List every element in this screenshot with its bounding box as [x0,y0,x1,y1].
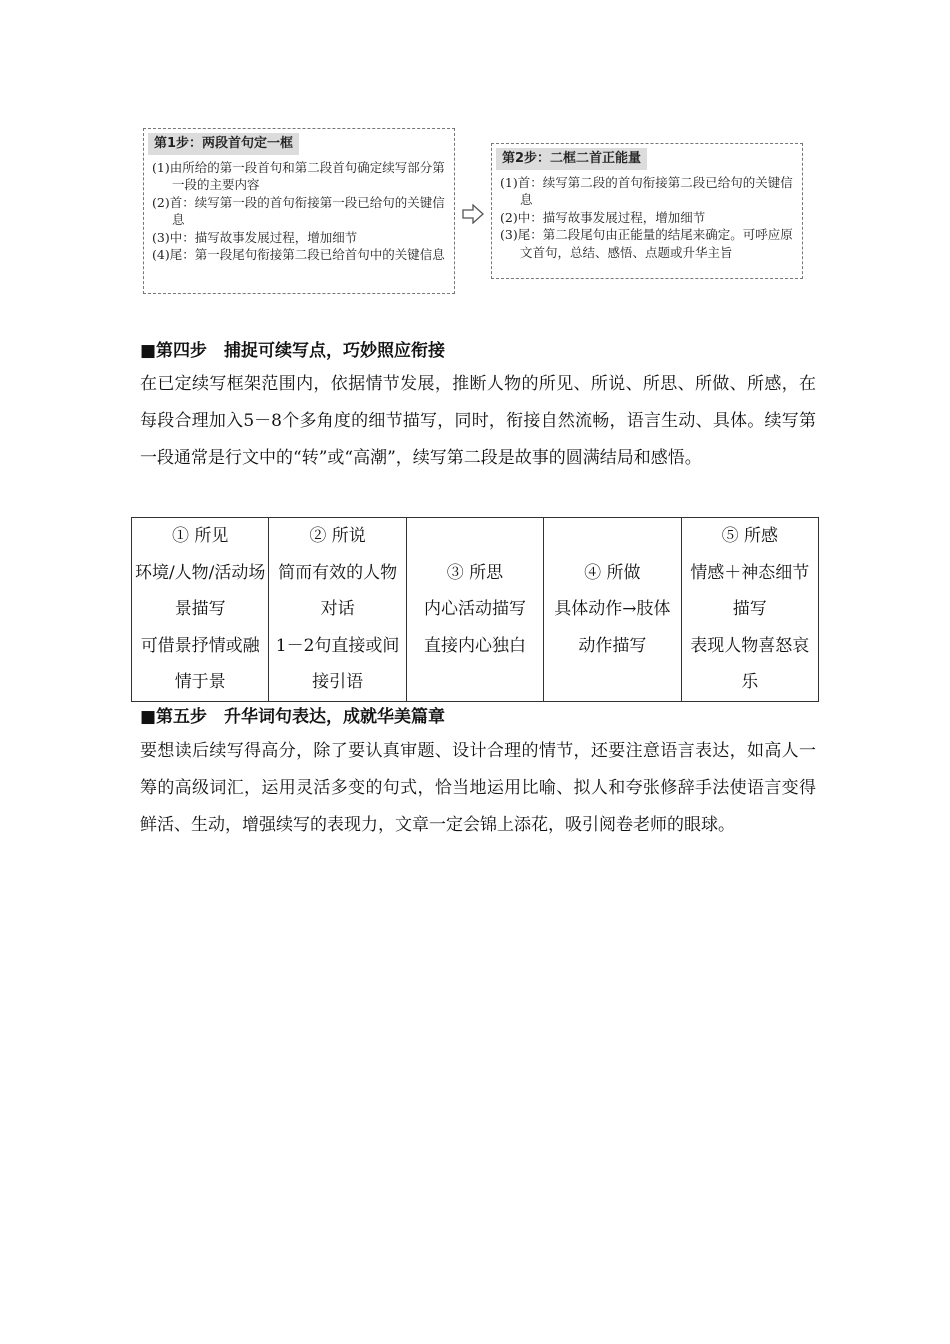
table-cell-line: ① 所见 [171,526,229,546]
table-cell-felt [681,518,818,702]
step1-box [143,128,455,294]
step1-item: (2)首：续写第一段的首句衔接第一段已给句的关键信息 [152,194,445,227]
table-cell-done [544,518,681,702]
step2-box [491,143,803,279]
table-cell-line: 1－2句直接或间接引语 [275,635,400,692]
step2-item: (1)首：续写第二段的首句衔接第二段已给句的关键信息 [500,174,793,207]
table-cell-line: ③ 所思 [446,562,504,583]
step5-heading: ■第五步 升华词句表达，成就华美篇章 [140,707,446,727]
table-cell-line: 具体动作→肢体动作描写 [554,599,671,656]
step4-paragraph: 在已定续写框架范围内，依据情节发展，推断人物的所见、所说、所思、所做、所感，在每段合理加入5－8个多角度的细节描写，同时，衔接自然流畅，语言生动、具体。续写第一段通常是行文中的“转”或“高潮”，续写第二段是故事的圆满结局和感悟。 [140,374,816,468]
table-cell-line: ② 所说 [309,526,366,546]
detail-table [131,517,819,702]
table-cell-said [269,518,406,702]
step1-title: 第1步：两段首句定一框 [148,133,299,155]
table-cell-line: ⑤ 所感 [721,526,778,546]
table-cell-line: 表现人物喜怒哀乐 [690,635,810,692]
table-cell-thought [406,518,543,702]
step1-item: (1)由所给的第一段首句和第二段首句确定续写部分第一段的主要内容 [152,159,445,192]
step2-title: 第2步：二框二首正能量 [496,148,647,170]
step5-paragraph: 要想读后续写得高分，除了要认真审题、设计合理的情节，还要注意语言表达，如高人一筹的高级词汇，运用灵活多变的句式，恰当地运用比喻、拟人和夸张修辞手法使语言变得鲜活、生动，增强续写的表现力，文章一定会锦上添花，吸引阅卷老师的眼球。 [140,741,816,835]
table-row [132,518,819,702]
table-cell-line: 可借景抒情或融情于景 [140,635,260,692]
step1-item: (4)尾：第一段尾句衔接第二段已给首句中的关键信息 [152,247,445,262]
table-cell-seen [132,518,269,702]
step2-item: (3)尾：第二段尾句由正能量的结尾来确定。可呼应原文首句，总结、感悟、点题或升华主旨 [500,227,793,260]
step1-item: (3)中：描写故事发展过程，增加细节 [152,229,358,245]
table-cell-line: 内心活动描写 [423,599,526,619]
step4-heading: ■第四步 捕捉可续写点，巧妙照应衔接 [140,341,446,361]
table-cell-line: 直接内心独白 [423,635,526,656]
table-cell-line: ④ 所做 [584,562,641,583]
table-cell-line: 环境/人物/活动场景描写 [134,562,266,619]
step1-list [144,159,454,268]
step2-list [492,174,802,266]
right-arrow-icon [462,204,484,224]
table-cell-line: 情感＋神态细节描写 [690,562,810,619]
table-cell-line: 简而有效的人物对话 [278,562,398,619]
step2-item: (2)中：描写故事发展过程，增加细节 [500,209,706,225]
